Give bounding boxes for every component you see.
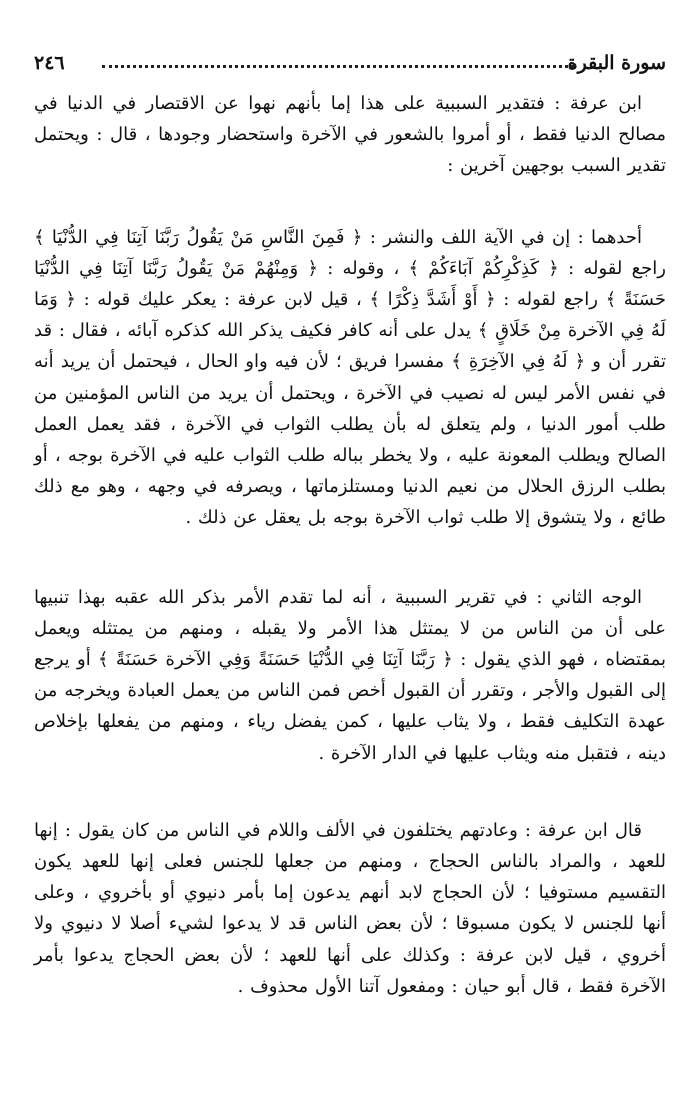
paragraph-gap	[34, 182, 666, 222]
paragraph-ibn-arafa-intro: ابن عرفة : فتقدير السببية على هذا إما بأنهم نهوا عن الاقتصار في الدنيا في مصالح الدنيا فقط ، أو أمروا بالشعور في الآخرة واستحضار وجودها ، قال : ويحتمل تقدير السبب بوجهين آخرين :	[34, 93, 666, 177]
page-header	[34, 50, 666, 78]
paragraph-gap	[34, 769, 666, 815]
header-dotted-rule	[102, 65, 574, 68]
page-number: ٢٤٦	[34, 52, 65, 74]
paragraph-gap	[34, 534, 666, 582]
paragraph-first-aspect: أحدهما : إن في الآية اللف والنشر : ﴿ فَمِنَ النَّاسِ مَنْ يَقُولُ رَبَّنَا آتِنَا فِي الدُّنْيَا ﴾ راجع لقوله : ﴿ كَذِكْرِكُمْ آبَاءَكُمْ ﴾ ، وقوله : ﴿ وَمِنْهُمْ مَنْ يَقُولُ رَبَّنَا آتِنَا فِي الدُّنْيَا حَسَنَةً ﴾ راجع لقوله : ﴿ أَوْ أَشَدَّ ذِكْرًا ﴾ ، قيل لابن عرفة : يعكر عليك قوله : ﴿ وَمَا لَهُ فِي الآخرة مِنْ خَلَاقٍ ﴾ يدل على أنه كافر فكيف يذكر الله كذكره آبائه ، فقال : قد تقرر أن و ﴿ لَهُ فِي الآخِرَةِ ﴾ مفسرا فريق ؛ لأن فيه واو الحال ، فيحتمل أن يريد أنه في نفس الأمر ليس له نصيب في الآخرة ، ويحتمل أن يريد من الناس المؤمنين من طلب أمور الدنيا ، ولم يتعلق له بأن يطلب الثواب في الآخرة ، فقد يعمل العمل الصالح ويطلب المعونة عليه ، ولا يخطر بباله طلب الثواب عليه في الآخرة بوجه ، أو بطلب الرزق الحلال من نعيم الدنيا ومستلزماتها ، ويصرفه في وجهه ، وهو مع ذلك طائع ، ولا يتشوق إلا طلب ثواب الآخرة بوجه بل يعقل عن ذلك .	[34, 226, 666, 529]
surah-title: سورة البقرة	[567, 52, 666, 74]
paragraph-ibn-arafa-article: قال ابن عرفة : وعادتهم يختلفون في الألف واللام في الناس من كان يقول : إنها للعهد ، والمراد بالناس الحجاج ، ومنهم من جعلها للجنس فعلى إنها للعهد يكون التقسيم مستوفيا ؛ لأن الحجاج لابد أنهم يدعون إما بأمر دنيوي أو بأخروي ، وعلى أنها للجنس لا يكون مسبوقا ؛ لأن بعض الناس قد لا يدعوا لشيء أصلا لا دنيوي ولا أخروي ، قيل لابن عرفة : وكذلك على أنها للعهد ؛ لأن بعض الحجاج يدعوا بأمر الآخرة فقط ، قال أبو حيان : ومفعول آتنا الأول محذوف .	[34, 819, 666, 997]
page-body	[34, 88, 666, 1002]
paragraph-second-aspect: الوجه الثاني : في تقرير السببية ، أنه لما تقدم الأمر بذكر الله عقبه بهذا تنبيها على أن من الناس من لا يمتثل هذا الأمر ولا يقبله ، ومنهم من يمتثله ويعمل بمقتضاه ، فهو الذي يقول : ﴿ رَبَّنَا آتِنَا فِي الدُّنْيَا حَسَنَةً وَفِي الآخرة حَسَنَةً ﴾ أو يرجع إلى القبول والأجر ، وتقرر أن القبول أخص فمن الناس من يعمل العبادة ويخرجه من عهدة التكليف فقط ، ولا يثاب عليها ، كمن يفضل رياء ، ومنهم من يفعلها بإخلاص دينه ، فتقبل منه ويثاب عليها في الدار الآخرة .	[34, 586, 666, 764]
